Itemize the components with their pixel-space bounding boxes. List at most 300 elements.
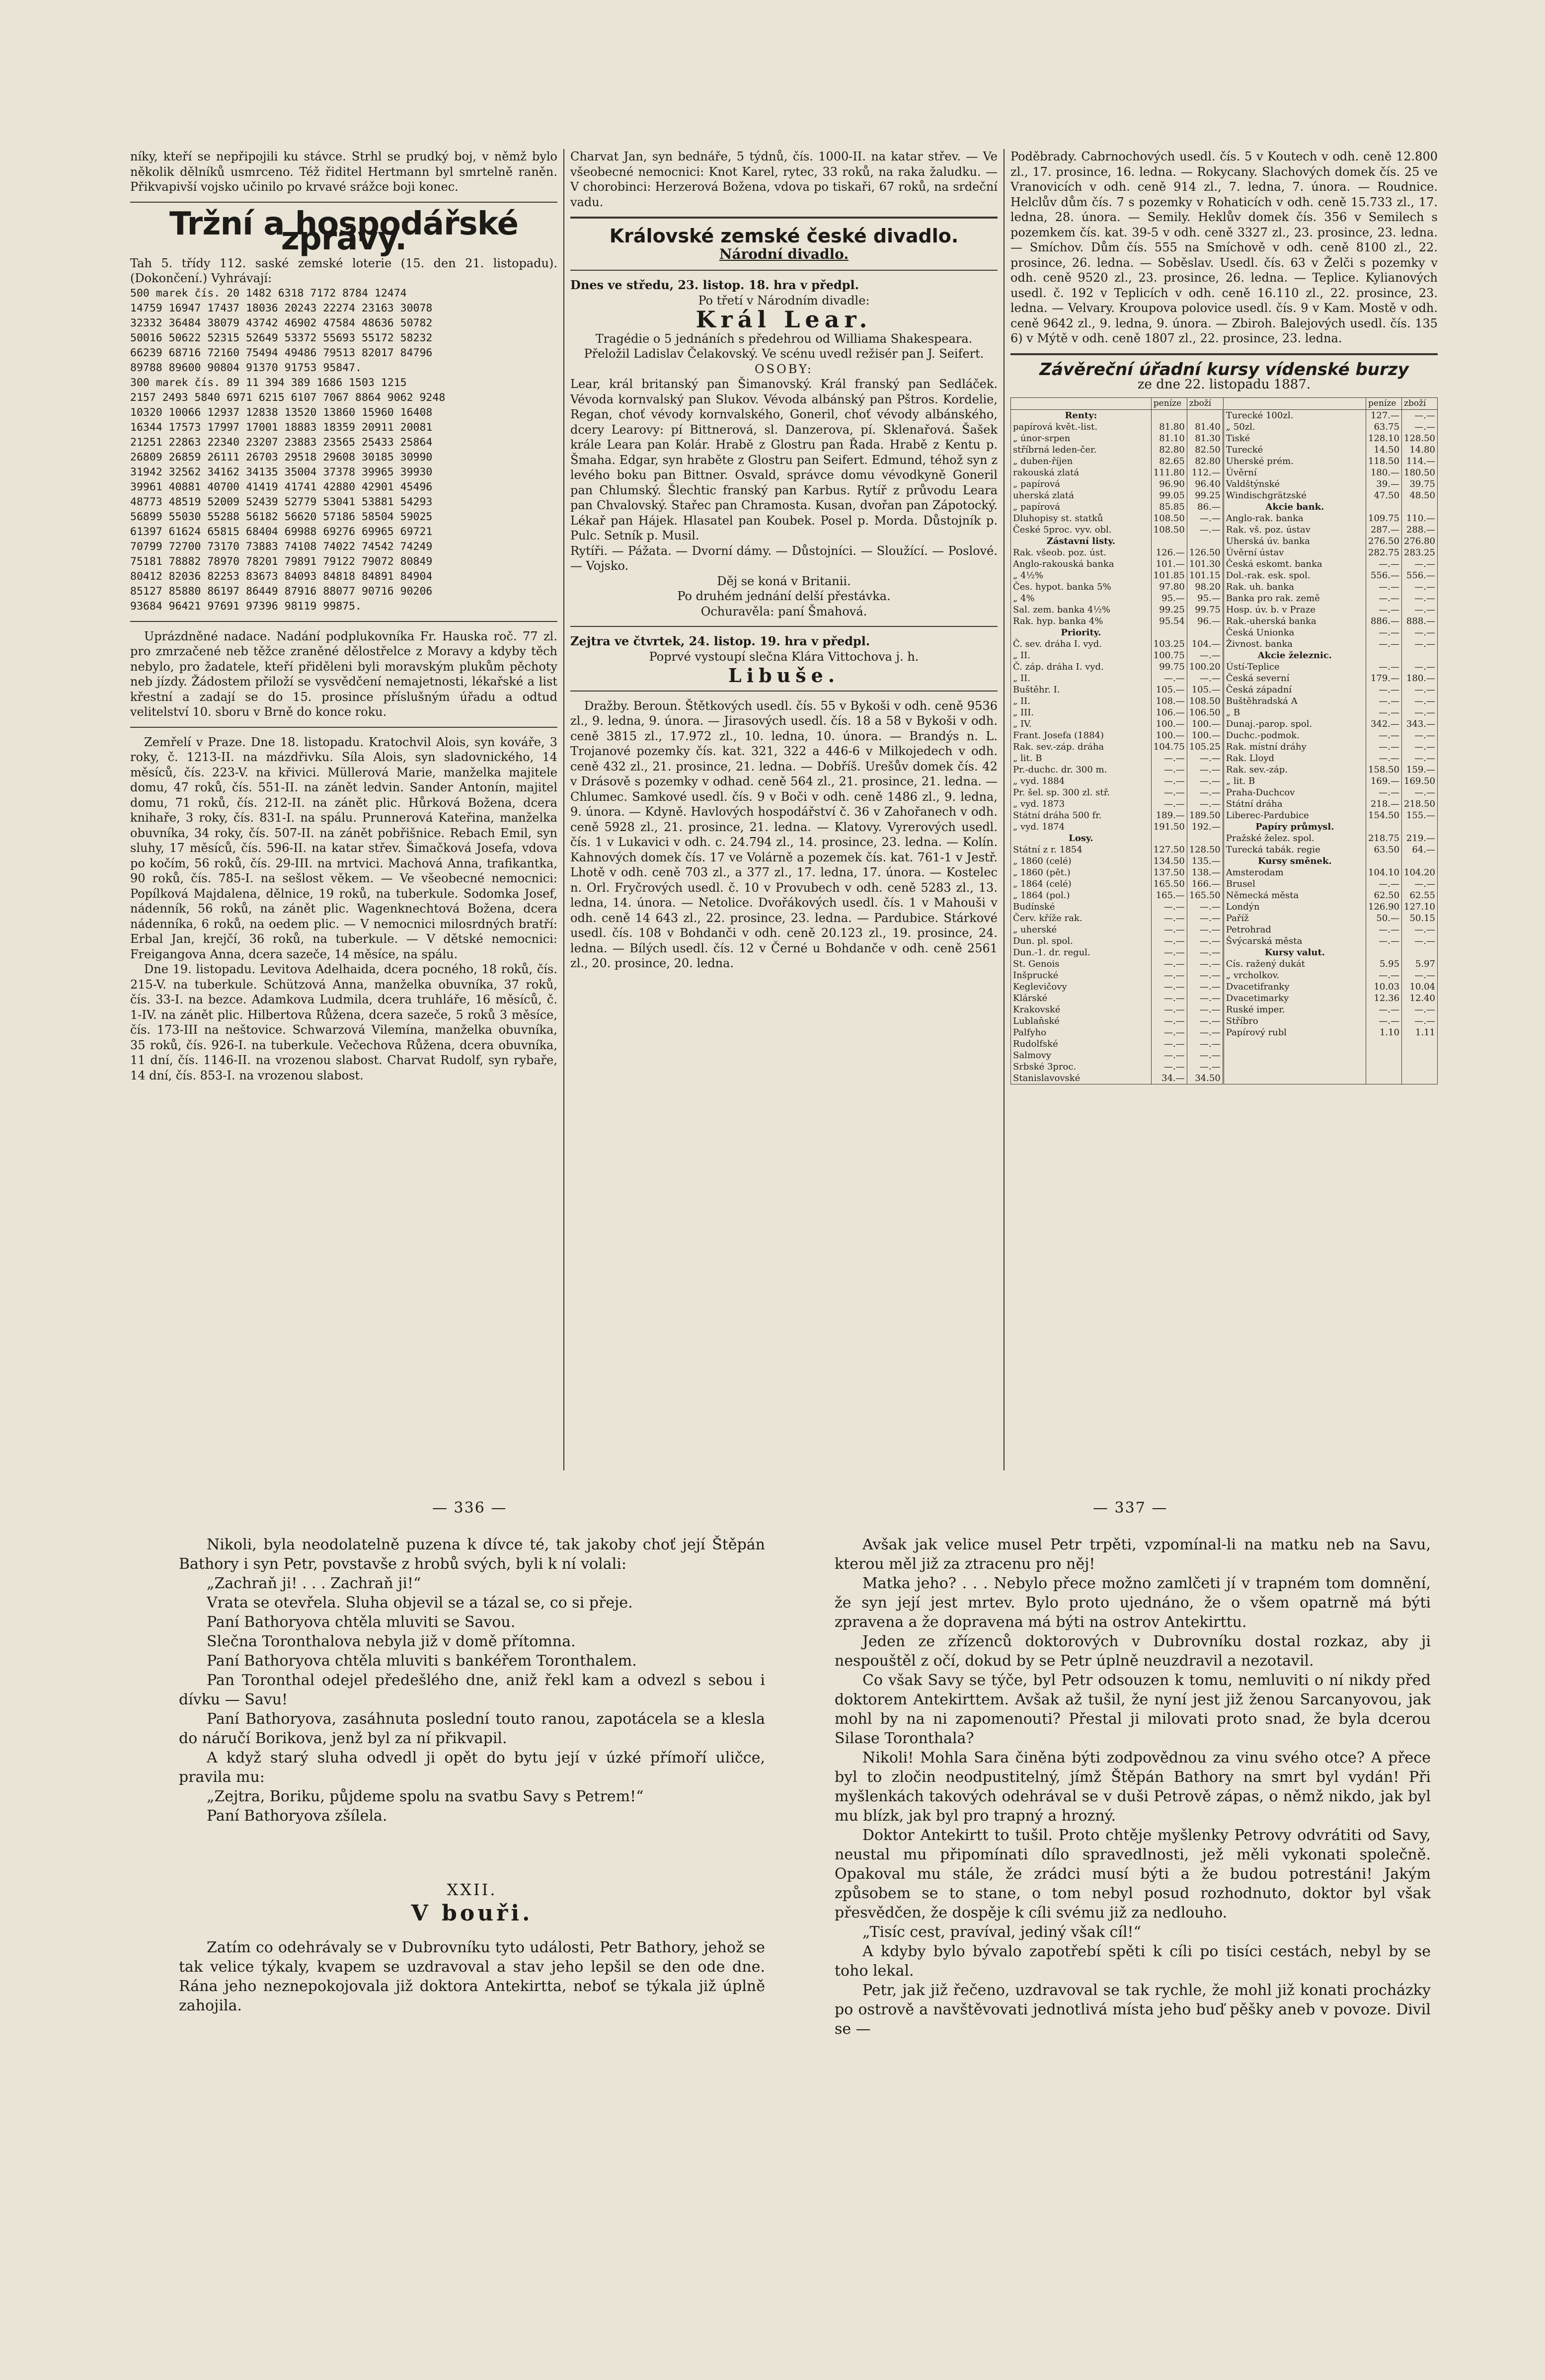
exchange-goods-value: 283.25: [1402, 547, 1438, 558]
divider: [130, 621, 557, 622]
exchange-item-name: Londýn: [1223, 901, 1366, 913]
exchange-goods-value: —.—: [1187, 673, 1223, 684]
exchange-item-name: Windischgrätzské: [1223, 490, 1366, 501]
exchange-goods-value: 100.20: [1187, 661, 1223, 673]
exchange-money-value: 126.90: [1366, 901, 1402, 913]
exchange-goods-value: 169.50: [1402, 775, 1438, 787]
exchange-item-name: Česká eskomt. banka: [1223, 558, 1366, 570]
exchange-item-name: Srbské 3proc.: [1011, 1061, 1152, 1073]
exchange-money-value: 63.75: [1366, 421, 1402, 433]
exchange-row: [1011, 810, 1438, 821]
exchange-row: [1011, 821, 1438, 833]
exchange-item-name: Státní z r. 1854: [1011, 844, 1152, 855]
exchange-item-name: Švýcarská města: [1223, 935, 1366, 947]
exchange-row: [1011, 1004, 1438, 1015]
exchange-goods-value: 155.—: [1402, 810, 1438, 821]
empty-cell: [1402, 1038, 1438, 1050]
exchange-goods-value: 106.50: [1187, 707, 1223, 718]
exchange-money-value: 103.25: [1151, 638, 1187, 650]
exchange-item-name: Německá města: [1223, 890, 1366, 901]
exchange-money-value: 95.—: [1151, 593, 1187, 604]
exchange-row: [1011, 798, 1438, 810]
exchange-money-value: 556.—: [1366, 570, 1402, 581]
novel-paragraph: A kdyby bylo bývalo zapotřebí spěti k cíli po tisíci cestách, nebyl by se toho lekal.: [835, 1943, 1431, 1980]
exchange-item-name: Dluhopisy st. statků: [1011, 513, 1152, 524]
exchange-goods-value: —.—: [1402, 970, 1438, 981]
novel-paragraph: Co však Savy se týče, byl Petr odsouzen k tomu, nemluviti o ní nikdy před doktorem Antekirttem. Avšak až tušil, že nyní jest již ženou Sarcanyovou, jak mohl by na ni zapomenouti? Přestal ji milovati proto snad, že byla dcerou Silase Toronthala?: [835, 1672, 1431, 1747]
exchange-row: [1011, 775, 1438, 787]
exchange-goods-value: 96.40: [1187, 478, 1223, 490]
article-end-paragraph: níky, kteří se nepřipojili ku stávce. Strhl se prudký boj, v němž bylo několik dělníků usmrceno. Též řiditel Hertmann byl smrtelně raněn. Přikvapivší vojsko učinilo po krvavé srážce boji konec.: [130, 150, 557, 194]
exchange-row: [1011, 593, 1438, 604]
exchange-goods-value: —.—: [1402, 1015, 1438, 1027]
novel-paragraph: A když starý sluha odvedl ji opět do bytu její v úzké přímoří uličce, pravila mu:: [179, 1749, 765, 1786]
exchange-item-name: Dvacetifranky: [1223, 981, 1366, 993]
exchange-goods-value: —.—: [1402, 661, 1438, 673]
exchange-money-value: —.—: [1151, 947, 1187, 958]
novel-paragraph: Matka jeho? . . . Nebylo přece možno zamlčeti jí v trapném tom domnění, že syn její jest mrtev. Bylo proto ujednáno, že o všem opatrně má býti zpravena a že dopravena má býti na ostrov Antekirttu.: [835, 1575, 1431, 1631]
novel-paragraph: Zatím co odehrávaly se v Dubrovníku tyto události, Petr Bathory, jehož se tak velice týkaly, kvapem se uzdravoval a stav jeho lepšil se den ode dne. Rána jeho neznepokojovala již doktora Antekirtta, neboť se týkala již úplně zahojila.: [179, 1939, 765, 2014]
exchange-goods-value: [1402, 650, 1438, 661]
exchange-money-value: —.—: [1151, 775, 1187, 787]
exchange-money-value: 134.50: [1151, 855, 1187, 867]
exchange-goods-value: —.—: [1187, 935, 1223, 947]
exchange-item-name: rakouská zlatá: [1011, 467, 1152, 478]
exchange-item-name: Petrohrad: [1223, 924, 1366, 935]
exchange-item-name: „ lit. B: [1223, 775, 1366, 787]
exchange-goods-value: —.—: [1187, 1004, 1223, 1015]
col-header-goods: zboží: [1402, 397, 1438, 409]
exchange-goods-value: [1402, 947, 1438, 958]
exchange-row: [1011, 924, 1438, 935]
exchange-item-name: Pr.-duchc. dr. 300 m.: [1011, 764, 1152, 775]
exchange-goods-value: —.—: [1402, 421, 1438, 433]
exchange-item-name: Klárské: [1011, 993, 1152, 1004]
exchange-money-value: 100.—: [1151, 730, 1187, 741]
exchange-money-value: —.—: [1366, 878, 1402, 890]
exchange-row: [1011, 570, 1438, 581]
exchange-row: [1011, 615, 1438, 627]
exchange-money-value: —.—: [1366, 661, 1402, 673]
exchange-money-value: —.—: [1151, 1027, 1187, 1038]
exchange-money-value: —.—: [1151, 958, 1187, 970]
exchange-item-name: „ B: [1223, 707, 1366, 718]
exchange-money-value: —.—: [1366, 753, 1402, 764]
exchange-goods-value: 98.20: [1187, 581, 1223, 593]
exchange-item-name: Krakovské: [1011, 1004, 1152, 1015]
exchange-goods-value: —.—: [1402, 878, 1438, 890]
exchange-item-name: Turecká tabák. regie: [1223, 844, 1366, 855]
exchange-goods-value: 81.40: [1187, 421, 1223, 433]
exchange-item-name: Uherská úv. banka: [1223, 536, 1366, 547]
exchange-money-value: 108.50: [1151, 513, 1187, 524]
exchange-goods-value: —.—: [1187, 775, 1223, 787]
exchange-item-name: Amsterodam: [1223, 867, 1366, 878]
exchange-money-value: 342.—: [1366, 718, 1402, 730]
exchange-goods-value: —.—: [1187, 1061, 1223, 1073]
exchange-row: [1011, 1050, 1438, 1061]
exchange-item-name: „ 4½%: [1011, 570, 1152, 581]
divider: [570, 626, 998, 627]
exchange-goods-value: —.—: [1187, 1027, 1223, 1038]
exchange-row: [1011, 855, 1438, 867]
exchange-money-value: 158.50: [1366, 764, 1402, 775]
exchange-goods-value: [1402, 501, 1438, 513]
deaths-nov18: Zemřelí v Praze. Dne 18. listopadu. Kratochvil Alois, syn kováře, 3 roky, č. 1213-II. na mázdřivku. Síla Alois, syn sladovnického, 14 měsíců, čís. 223-V. na křivici. Müllerová Marie, manželka majitele domu, 47 roků, čís. 551-II. na zánět ledvin. Sander Antonín, majitel domu, 71 roků, čís. 212-II. na zánět plic. Hůrková Božena, dcera knihaře, 3 roky, čís. 831-I. na spálu. Prunnerová Kateřina, manželka obuvníka, 34 roky, čís. 507-II. na zánět pobřišnice. Rebach Emil, syn sluhy, 17 měsíců, čís. 596-II. na katar střev. Šimačková Josefa, vdova po kočím, 56 roků, čís. 29-III. na mrtvici. Machová Anna, trafikantka, 90 roků, čís. 785-I. na sešlost věkem. — Ve všeobecné nemocnici: Popílková Majdalena, dělnice, 19 roků, na tuberkule. Sodomka Josef, nádenník, 56 roků, na zánět plic. Wagenknechtová Božena, dcera nádenníka, 6 roků, na oedem plic. — V nemocnici milosrdných bratří: Erbal Jan, krejčí, 36 roků, na tuberkule. — V dětské nemocnici: Freigangova Anna, dcera sazeče, 14 měsíce, na spálu.: [130, 735, 557, 961]
exchange-item-name: Liberec-Pardubice: [1223, 810, 1366, 821]
exchange-goods-value: 86.—: [1187, 501, 1223, 513]
exchange-goods-value: —.—: [1402, 1004, 1438, 1015]
exchange-money-value: 99.75: [1151, 661, 1187, 673]
exchange-goods-value: 64.—: [1402, 844, 1438, 855]
exchange-item-name: „ 50zl.: [1223, 421, 1366, 433]
exchange-item-name: „ 1860 (celé): [1011, 855, 1152, 867]
exchange-money-value: —.—: [1151, 993, 1187, 1004]
column-left: [130, 149, 557, 1083]
exchange-item-name: Rak. Lloyd: [1223, 753, 1366, 764]
exchange-item-name: „ II.: [1011, 695, 1152, 707]
exchange-money-value: 100.—: [1151, 718, 1187, 730]
exchange-goods-value: 104.—: [1187, 638, 1223, 650]
exchange-money-value: 287.—: [1366, 524, 1402, 536]
exchange-row: [1011, 581, 1438, 593]
exchange-item-name: Inšprucké: [1011, 970, 1152, 981]
exchange-goods-value: 50.15: [1402, 913, 1438, 924]
exchange-item-name: Rak.-uherská banka: [1223, 615, 1366, 627]
empty-cell: [1366, 1073, 1402, 1084]
cast-extras: Rytíři. — Pážata. — Dvorní dámy. — Důstojníci. — Sloužící. — Poslové. — Vojsko.: [570, 543, 998, 573]
empty-cell: [1402, 1073, 1438, 1084]
exchange-goods-value: —.—: [1402, 604, 1438, 615]
exchange-goods-value: 100.—: [1187, 730, 1223, 741]
col-header-money: peníze: [1366, 397, 1402, 409]
exchange-goods-value: —.—: [1402, 753, 1438, 764]
cast-heading: OSOBY:: [755, 362, 813, 376]
exchange-goods-value: [1187, 627, 1223, 638]
exchange-group-heading: Zástavní listy.: [1011, 536, 1152, 547]
exchange-row: [1011, 1015, 1438, 1027]
auctions-continued: Poděbrady. Cabrnochových usedl. čís. 5 v Koutech v odh. ceně 12.800 zl., 17. prosince, 16. ledna. — Rokycany. Slachových domek čís. 25 ve Vranovicích v odh. ceně 914 zl., 7. ledna, 7. února. — Roudnice. Helclův dům čís. 7 s pozemky v Rohaticích v odh. ceně 15.733 zl., 17. ledna, 28. února. — Semily. Heklův domek čís. 356 v Semilech s pozemkem čís. kat. 39-5 v odh. ceně 3327 zl., 23. prosince, 23. ledna. — Smíchov. Dům čís. 555 na Smíchově v odh. ceně 8100 zl., 22. prosince, 26. ledna. — Soběslav. Usedl. čís. 63 v Želči s pozemky v odh. ceně 9520 zl., 23. prosince, 26. ledna. — Teplice. Kylianových usedl. č. 192 v Teplicích v odh. ceně 16.110 zl., 22. prosince, 23. ledna. — Velvary. Kroupova polovice usedl. čís. 9 v Kam. Mostě v odh. ceně 9642 zl., 9. ledna, 9. února. — Zbiroh. Balejových usedl. čís. 135 6) v Mýtě v odh. ceně 1807 zl., 22. prosince, 23. ledna.: [1010, 150, 1438, 345]
exchange-item-name: Dvacetimarky: [1223, 993, 1366, 1004]
exchange-goods-value: 218.50: [1402, 798, 1438, 810]
chapter-title: V bouři.: [411, 1901, 533, 1926]
exchange-goods-value: —.—: [1187, 1050, 1223, 1061]
exchange-item-name: Anglo-rak. banka: [1223, 513, 1366, 524]
exchange-money-value: 109.75: [1366, 513, 1402, 524]
exchange-row: [1011, 1038, 1438, 1050]
exchange-money-value: —.—: [1366, 558, 1402, 570]
exchange-row: [1011, 741, 1438, 753]
exchange-money-value: 100.75: [1151, 650, 1187, 661]
exchange-item-name: „ vrcholkov.: [1223, 970, 1366, 981]
exchange-row: [1011, 958, 1438, 970]
exchange-money-value: 165.50: [1151, 878, 1187, 890]
exchange-money-value: 47.50: [1366, 490, 1402, 501]
exchange-item-name: Buštěhr. I.: [1011, 684, 1152, 695]
exchange-goods-value: —.—: [1187, 947, 1223, 958]
exchange-row: [1011, 730, 1438, 741]
exchange-item-name: „ únor-srpen: [1011, 433, 1152, 444]
exchange-goods-value: 165.50: [1187, 890, 1223, 901]
exchange-money-value: 126.—: [1151, 547, 1187, 558]
exchange-money-value: 85.85: [1151, 501, 1187, 513]
exchange-goods-value: [1187, 409, 1223, 421]
exchange-goods-value: —.—: [1187, 1015, 1223, 1027]
column-rule: [563, 149, 564, 1470]
exchange-item-name: Rak. sev.-záp. dráha: [1011, 741, 1152, 753]
guest-note: Poprvé vystoupí slečna Klára Vittochova j. h.: [649, 649, 919, 664]
exchange-goods-value: 62.55: [1402, 890, 1438, 901]
exchange-goods-value: —.—: [1187, 970, 1223, 981]
exchange-row: [1011, 421, 1438, 433]
exchange-item-name: Brusel: [1223, 878, 1366, 890]
play-subtitle: Tragédie o 5 jednáních s předehrou od Williama Shakespeara.: [595, 331, 973, 346]
exchange-item-name: Státní dráha: [1223, 798, 1366, 810]
exchange-goods-value: —.—: [1402, 581, 1438, 593]
novel-quote: „Zachraň ji! . . . Zachraň ji!“: [207, 1575, 421, 1592]
exchange-item-name: Česká Unionka: [1223, 627, 1366, 638]
exchange-item-name: Živnost. banka: [1223, 638, 1366, 650]
exchange-group-heading: Kursy valut.: [1223, 947, 1366, 958]
exchange-item-name: Červ. kříže rak.: [1011, 913, 1152, 924]
exchange-goods-value: 110.—: [1402, 513, 1438, 524]
exchange-item-name: Dunaj.-parop. spol.: [1223, 718, 1366, 730]
empty-cell: [1366, 1038, 1402, 1050]
exchange-item-name: „ 1864 (celé): [1011, 878, 1152, 890]
novel-right-page: [835, 1535, 1431, 2039]
exchange-money-value: 104.10: [1366, 867, 1402, 878]
exchange-goods-value: —.—: [1402, 787, 1438, 798]
exchange-row: [1011, 867, 1438, 878]
exchange-item-name: Hosp. úv. b. v Praze: [1223, 604, 1366, 615]
exchange-goods-value: 39.75: [1402, 478, 1438, 490]
exchange-item-name: „ uherské: [1011, 924, 1152, 935]
exchange-money-value: 169.—: [1366, 775, 1402, 787]
exchange-item-name: „ II.: [1011, 673, 1152, 684]
exchange-item-name: Frant. Josefa (1884): [1011, 730, 1152, 741]
novel-paragraph: Doktor Antekirtt to tušil. Proto chtěje myšlenky Petrovy odvrátiti od Savy, neustal mu připomínati dílo spravedlnosti, jež měli vykonati společně. Opakoval mu stále, že zrádci musí býti a že budou potrestáni! Jakým způsobem se to stane, o tom nebyl posud rozhodnuto, doktor byl však přesvědčen, že dospěje k cíli svému již za nedlouho.: [835, 1827, 1431, 1921]
exchange-row: [1011, 947, 1438, 958]
exchange-goods-value: 114.—: [1402, 456, 1438, 467]
exchange-goods-value: 81.30: [1187, 433, 1223, 444]
exchange-goods-value: 138.—: [1187, 867, 1223, 878]
play-setting: Děj se koná v Britanii.: [717, 574, 851, 588]
exchange-item-name: Č. záp. dráha I. vyd.: [1011, 661, 1152, 673]
page-number-right: — 337 —: [1093, 1499, 1168, 1517]
exchange-goods-value: 100.—: [1187, 718, 1223, 730]
exchange-item-name: Rak. sev.-záp.: [1223, 764, 1366, 775]
exchange-item-name: „ lit. B: [1011, 753, 1152, 764]
exchange-row: [1011, 1073, 1438, 1084]
exchange-money-value: —.—: [1151, 913, 1187, 924]
exchange-money-value: 81.80: [1151, 421, 1187, 433]
exchange-date: ze dne 22. listopadu 1887.: [1137, 377, 1311, 392]
exchange-money-value: —.—: [1366, 1015, 1402, 1027]
exchange-item-name: Stanislavovské: [1011, 1073, 1152, 1084]
novel-quote: „Zejtra, Boriku, půjdeme spolu na svatbu Savy s Petrem!“: [207, 1788, 644, 1805]
exchange-money-value: 62.50: [1366, 890, 1402, 901]
exchange-goods-value: 126.50: [1187, 547, 1223, 558]
exchange-money-value: 106.—: [1151, 707, 1187, 718]
exchange-money-value: —.—: [1151, 753, 1187, 764]
exchange-goods-value: 189.50: [1187, 810, 1223, 821]
divider: [570, 270, 998, 271]
exchange-goods-value: —.—: [1187, 1038, 1223, 1050]
play-translator: Přeložil Ladislav Čelakovský. Ve scénu uvedl režisér pan J. Seifert.: [584, 347, 984, 361]
exchange-money-value: —.—: [1151, 1038, 1187, 1050]
exchange-row: [1011, 501, 1438, 513]
exchange-money-value: [1366, 821, 1402, 833]
exchange-item-name: uherská zlatá: [1011, 490, 1152, 501]
exchange-item-name: Banka pro rak. země: [1223, 593, 1366, 604]
novel-paragraph: Paní Bathoryova, zasáhnuta poslední touto ranou, zapotácela se a klesla do náručí Borikova, jenž byl za ní přikvapil.: [179, 1710, 765, 1747]
exchange-money-value: 5.95: [1366, 958, 1402, 970]
exchange-goods-value: 180.—: [1402, 673, 1438, 684]
exchange-goods-value: 82.80: [1187, 456, 1223, 467]
exchange-money-value: —.—: [1366, 741, 1402, 753]
novel-paragraph: Nikoli, byla neodolatelně puzena k dívce té, tak jakoby choť její Štěpán Bathory i syn Petr, povstavše z hrobů svých, byli k ní volali:: [179, 1536, 765, 1573]
empty-cell: [1223, 1050, 1366, 1061]
exchange-goods-value: [1187, 536, 1223, 547]
exchange-goods-value: 288.—: [1402, 524, 1438, 536]
exchange-table: [1010, 397, 1438, 1084]
exchange-row: [1011, 513, 1438, 524]
exchange-row: [1011, 627, 1438, 638]
novel-paragraph: Avšak jak velice musel Petr trpěti, vzpomínal-li na matku neb na Savu, kterou měl již za ztracenu pro něj!: [835, 1536, 1431, 1573]
exchange-money-value: [1151, 627, 1187, 638]
empty-cell: [1402, 1050, 1438, 1061]
exchange-money-value: —.—: [1151, 901, 1187, 913]
exchange-item-name: „ vyd. 1873: [1011, 798, 1152, 810]
exchange-item-name: Ústí-Teplice: [1223, 661, 1366, 673]
exchange-money-value: —.—: [1366, 581, 1402, 593]
auctions-list: Dražby. Beroun. Štětkových usedl. čís. 55 v Bykoši v odh. ceně 9536 zl., 9. ledna, 9. února. — Jirasových usedl. čís. 18 a 58 v Bykoši v odh. ceně 3815 zl., 17.972 zl., 10. ledna, 10. února. — Brandýs n. L. Trojanové pozemky čís. kat. 321, 322 a 446-6 v Milkojedech v odh. ceně 432 zl., 21. prosince, 21. ledna. — Dobříš. Urešův domek čís. 42 v Drásově s pozemky v odhad. ceně 564 zl., 21. prosince, 21. ledna. — Chlumec. Samkové usedl. čís. 9 v Boči v odh. ceně 1486 zl., 9. ledna, 9. února. — Kdyně. Havlových hospodářství č. 36 v Zahořanech v odh. ceně 5928 zl., 21. prosince, 21. ledna. — Klatovy. Vyrerových usedl. čís. 1 v Lukavici v odh. c. 24.794 zl., 14. prosince, 23. ledna. — Kolín. Kahnových domek čís. 17 ve Volárně a pozemek čís. kat. 761-1 v Jestř. Lhotě v odh. ceně 703 zl., a 377 zl., 17. ledna, 17. února. — Kostelec n. Orl. Fryčrových usedl. č. 10 v Provubech v odh. ceně 5283 zl., 13. ledna, 14. února. — Netolice. Dvořákových usedl. čís. 1 v Mahouši v odh. ceně 14 643 zl., 22. prosince, 23. ledna. — Pardubice. Stárkové usedl. čís. 108 v Bohdanči v odh. ceně 20.123 zl., 19. prosince, 24. ledna. — Bílých usedl. čís. 12 v Černé u Bohdanče v odh. ceně 2561 zl., 20. prosince, 20. ledna.: [570, 698, 998, 970]
divider: [570, 217, 998, 219]
exchange-row: [1011, 935, 1438, 947]
empty-cell: [1366, 1050, 1402, 1061]
performance-note: Po třetí v Národním divadle:: [698, 293, 870, 307]
column-middle: [570, 149, 998, 971]
exchange-goods-value: 276.80: [1402, 536, 1438, 547]
exchange-item-name: Papírový rubl: [1223, 1027, 1366, 1038]
exchange-row: [1011, 970, 1438, 981]
exchange-row: [1011, 490, 1438, 501]
exchange-money-value: 99.25: [1151, 604, 1187, 615]
lottery-intro: Tah 5. třídy 112. saské zemské loterie (15. den 21. listopadu). (Dokončení.) Vyhrávají:: [130, 256, 557, 285]
exchange-money-value: 81.10: [1151, 433, 1187, 444]
exchange-item-name: „ 1860 (pět.): [1011, 867, 1152, 878]
exchange-item-name: „ vyd. 1874: [1011, 821, 1152, 833]
exchange-money-value: 180.—: [1366, 467, 1402, 478]
exchange-money-value: 14.50: [1366, 444, 1402, 456]
exchange-money-value: [1366, 650, 1402, 661]
exchange-money-value: 137.50: [1151, 867, 1187, 878]
exchange-row: [1011, 444, 1438, 456]
exchange-item-name: Lublaňské: [1011, 1015, 1152, 1027]
exchange-money-value: —.—: [1151, 1004, 1187, 1015]
exchange-money-value: 34.—: [1151, 1073, 1187, 1084]
exchange-goods-value: 105.—: [1187, 684, 1223, 695]
exchange-money-value: —.—: [1366, 924, 1402, 935]
exchange-goods-value: 48.50: [1402, 490, 1438, 501]
exchange-money-value: —.—: [1366, 970, 1402, 981]
exchange-money-value: 128.10: [1366, 433, 1402, 444]
exchange-money-value: 63.50: [1366, 844, 1402, 855]
page-number-left: — 336 —: [432, 1499, 507, 1517]
exchange-item-name: Pr. šel. sp. 300 zl. stř.: [1011, 787, 1152, 798]
exchange-goods-value: 82.50: [1187, 444, 1223, 456]
exchange-goods-value: 108.50: [1187, 695, 1223, 707]
exchange-goods-value: 14.80: [1402, 444, 1438, 456]
novel-paragraph: Paní Bathoryova zšílela.: [207, 1807, 387, 1825]
empty-cell: [1223, 1061, 1366, 1073]
exchange-money-value: —.—: [1366, 627, 1402, 638]
exchange-goods-value: 159.—: [1402, 764, 1438, 775]
exchange-item-name: Sal. zem. banka 4½%: [1011, 604, 1152, 615]
exchange-money-value: —.—: [1151, 1050, 1187, 1061]
exchange-row: [1011, 695, 1438, 707]
exchange-item-name: Rak. všeob. poz. úst.: [1011, 547, 1152, 558]
exchange-item-name: Budínské: [1011, 901, 1152, 913]
exchange-money-value: [1151, 833, 1187, 844]
exchange-item-name: „ papírová: [1011, 478, 1152, 490]
exchange-row: [1011, 478, 1438, 490]
exchange-goods-value: —.—: [1187, 913, 1223, 924]
theatre-title: Královské zemské české divadlo.: [609, 225, 959, 247]
exchange-money-value: 154.50: [1366, 810, 1402, 821]
exchange-item-name: Buštěhradská A: [1223, 695, 1366, 707]
exchange-goods-value: —.—: [1402, 741, 1438, 753]
exchange-group-heading: Losy.: [1011, 833, 1152, 844]
novel-paragraph: Slečna Toronthalova nebyla již v domě přítomna.: [207, 1633, 576, 1650]
exchange-goods-value: 5.97: [1402, 958, 1438, 970]
next-play-title: Libuše.: [728, 664, 840, 687]
novel-paragraph: Vrata se otevřela. Sluha objevil se a tázal se, co si přeje.: [207, 1594, 633, 1612]
exchange-group-heading: Papíry průmysl.: [1223, 821, 1366, 833]
exchange-goods-value: —.—: [1187, 764, 1223, 775]
exchange-goods-value: 101.15: [1187, 570, 1223, 581]
novel-paragraph: Paní Bathoryova chtěla mluviti se Savou.: [207, 1613, 516, 1631]
exchange-goods-value: 219.—: [1402, 833, 1438, 844]
exchange-goods-value: —.—: [1402, 638, 1438, 650]
exchange-money-value: [1366, 501, 1402, 513]
exchange-money-value: —.—: [1151, 1015, 1187, 1027]
exchange-item-name: Čes. hypot. banka 5%: [1011, 581, 1152, 593]
exchange-money-value: —.—: [1366, 1004, 1402, 1015]
exchange-money-value: 82.80: [1151, 444, 1187, 456]
exchange-goods-value: 1.11: [1402, 1027, 1438, 1038]
exchange-money-value: —.—: [1151, 1061, 1187, 1073]
exchange-money-value: 1.10: [1366, 1027, 1402, 1038]
exchange-goods-value: [1402, 821, 1438, 833]
exchange-item-name: papírová květ.-list.: [1011, 421, 1152, 433]
exchange-item-name: Turecké 100zl.: [1223, 409, 1366, 421]
exchange-group-heading: Akcie železnic.: [1223, 650, 1366, 661]
exchange-goods-value: 95.—: [1187, 593, 1223, 604]
exchange-row: [1011, 707, 1438, 718]
divider: [130, 202, 557, 203]
exchange-goods-value: —.—: [1187, 650, 1223, 661]
exchange-row: [1011, 718, 1438, 730]
exchange-row: [1011, 913, 1438, 924]
theatre-subtitle: Národní divadlo.: [719, 245, 849, 262]
exchange-goods-value: 556.—: [1402, 570, 1438, 581]
exchange-money-value: 108.—: [1151, 695, 1187, 707]
exchange-item-name: Stříbro: [1223, 1015, 1366, 1027]
exchange-item-name: Valdštýnské: [1223, 478, 1366, 490]
exchange-row: [1011, 547, 1438, 558]
exchange-group-heading: Priority.: [1011, 627, 1152, 638]
